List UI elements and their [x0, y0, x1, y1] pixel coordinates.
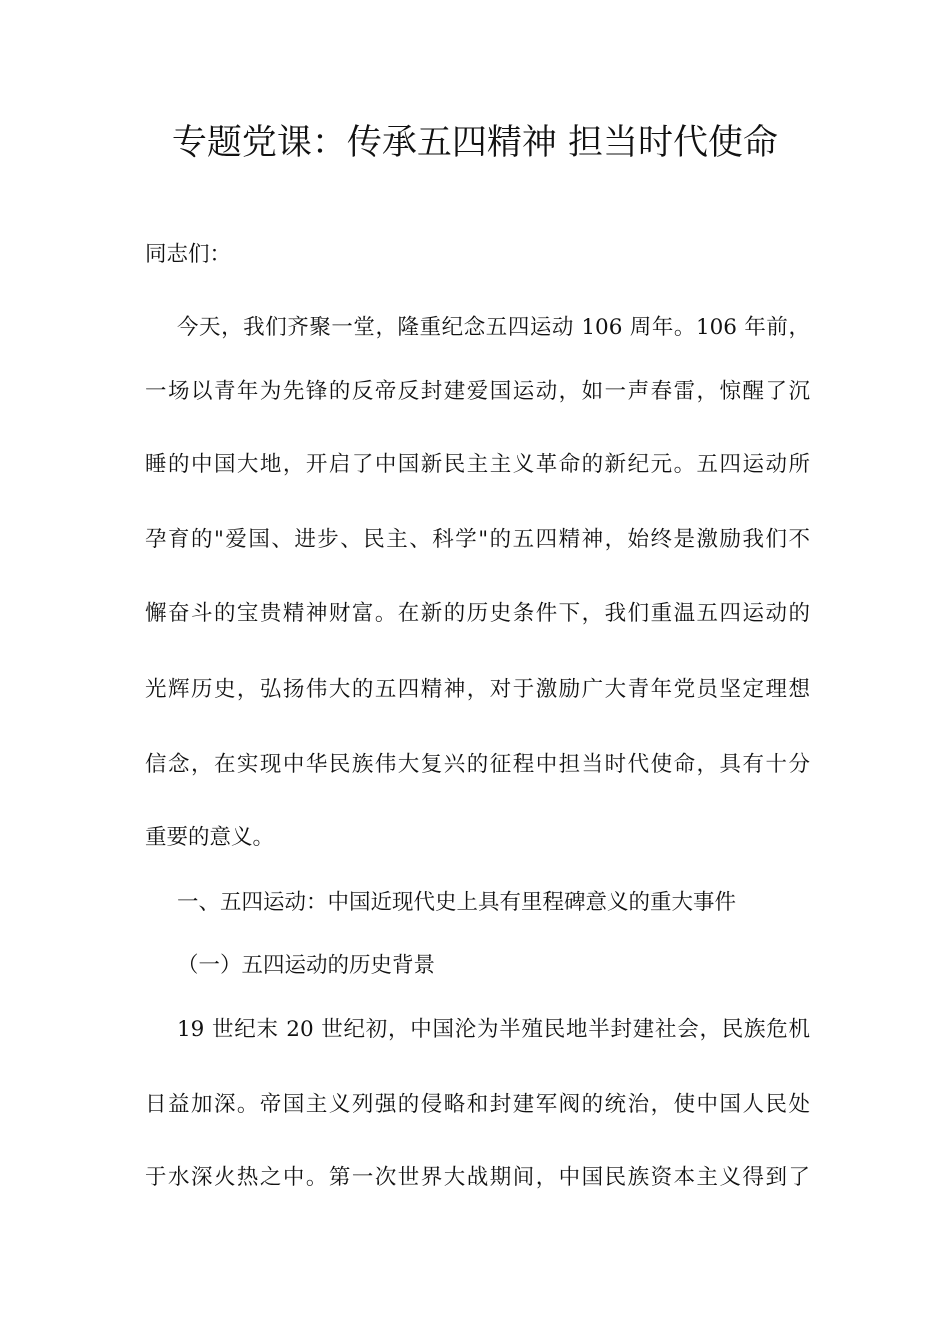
paragraph-line: 19 世纪末 20 世纪初，中国沦为半殖民地半封建社会，民族危机 — [177, 1017, 810, 1042]
salutation: 同志们： — [145, 242, 232, 267]
subsection-heading: （一）五四运动的历史背景 — [177, 953, 436, 978]
paragraph-line: 日益加深。帝国主义列强的侵略和封建军阀的统治，使中国人民处 — [145, 1092, 810, 1117]
paragraph-line: 重要的意义。 — [145, 825, 275, 850]
paragraph-line: 于水深火热之中。第一次世界大战期间，中国民族资本主义得到了 — [145, 1165, 810, 1190]
paragraph-line: 一场以青年为先锋的反帝反封建爱国运动，如一声春雷，惊醒了沉 — [145, 379, 810, 404]
paragraph-line: 光辉历史，弘扬伟大的五四精神，对于激励广大青年党员坚定理想 — [145, 677, 810, 702]
paragraph-line: 懈奋斗的宝贵精神财富。在新的历史条件下，我们重温五四运动的 — [145, 601, 810, 626]
paragraph-line: 孕育的"爱国、进步、民主、科学"的五四精神，始终是激励我们不 — [145, 527, 810, 552]
paragraph-line: 信念，在实现中华民族伟大复兴的征程中担当时代使命，具有十分 — [145, 752, 810, 777]
paragraph-line: 睡的中国大地，开启了中国新民主主义革命的新纪元。五四运动所 — [145, 452, 810, 477]
paragraph-line: 今天，我们齐聚一堂，隆重纪念五四运动 106 周年。106 年前， — [177, 315, 810, 340]
section-heading: 一、五四运动：中国近现代史上具有里程碑意义的重大事件 — [177, 890, 737, 915]
document-title: 专题党课：传承五四精神 担当时代使命 — [171, 123, 779, 163]
